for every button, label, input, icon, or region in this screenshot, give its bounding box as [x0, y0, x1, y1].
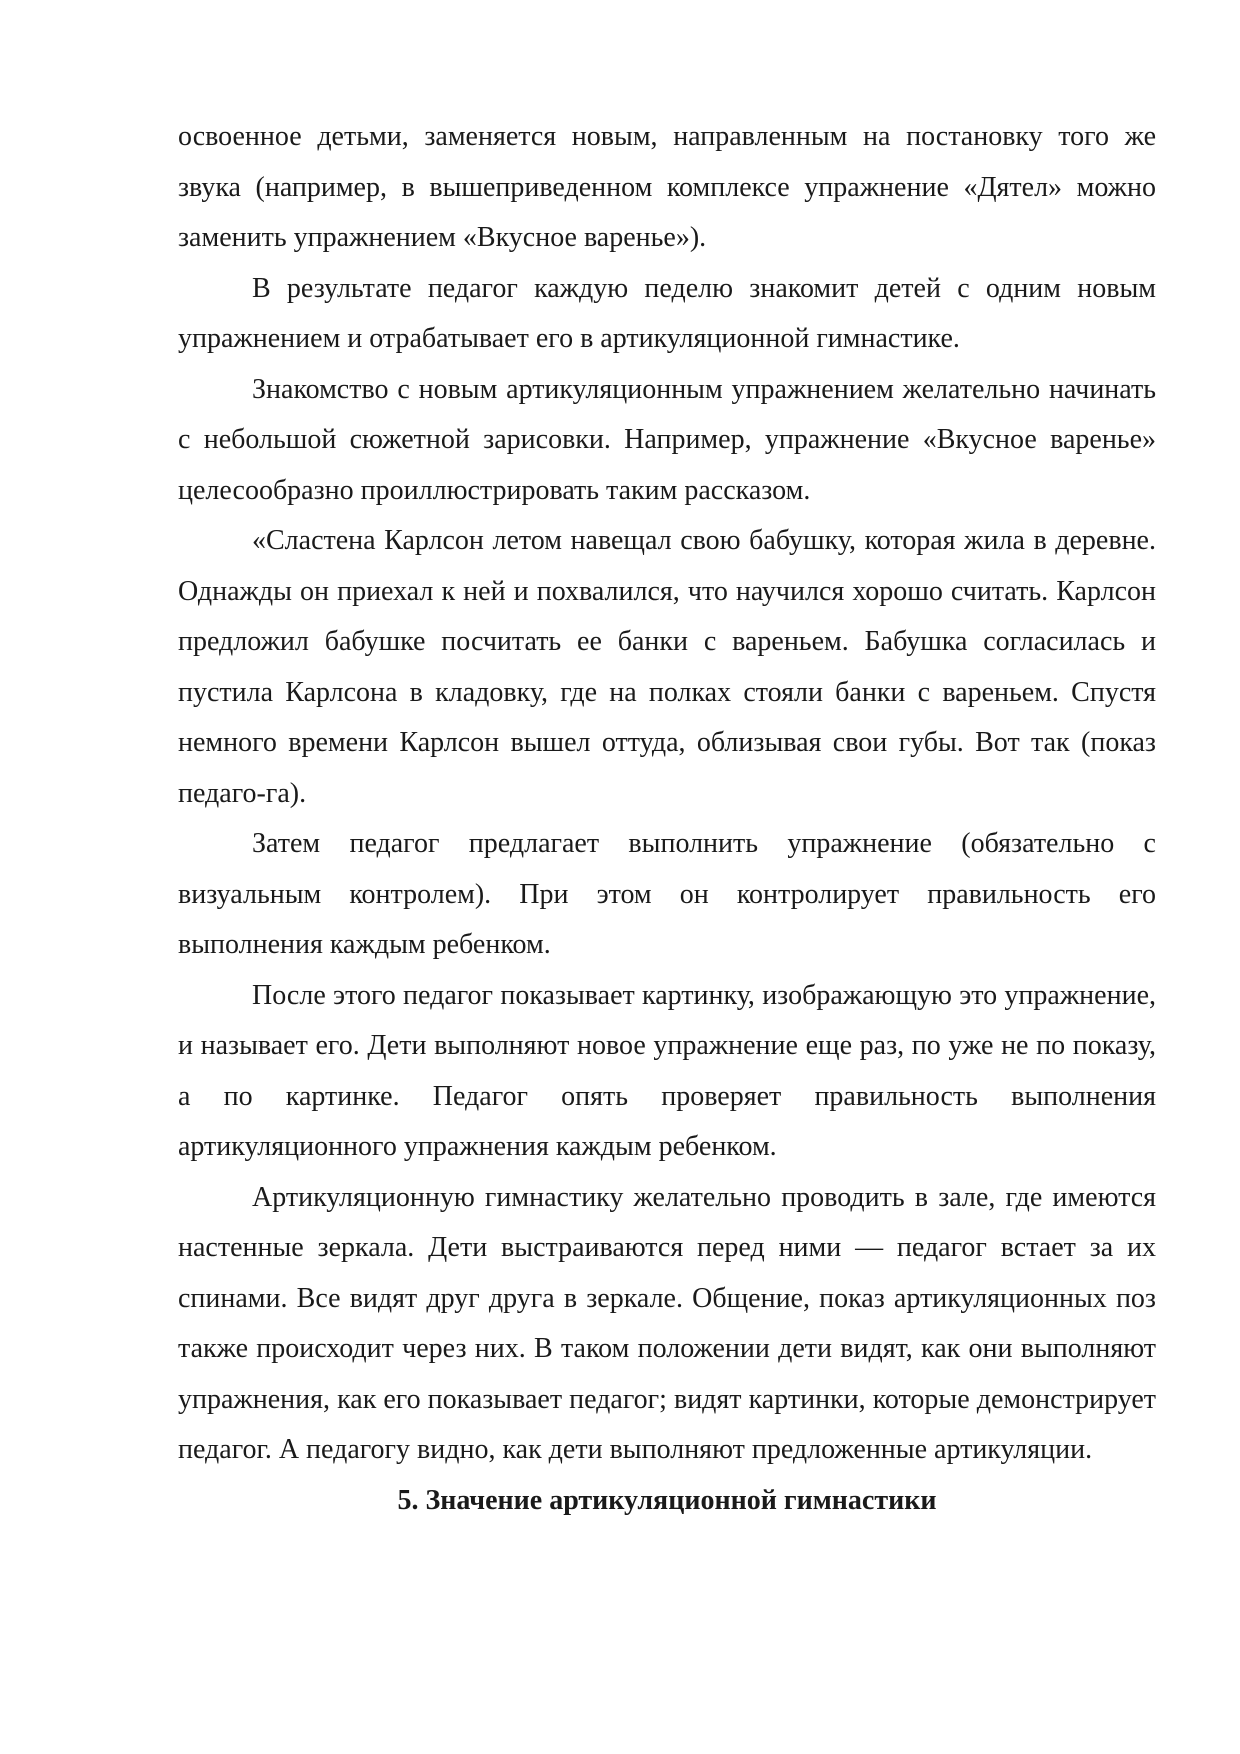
- paragraph: После этого педагог показывает картинку, изображающую это упражнение, и называет его. Дети выполняют новое упражнение еще раз, по уже не по показу, а по картинке. Педагог опять проверяет правильность выполнения артикуляционного упражнения каждым ребенком.: [178, 979, 1156, 1162]
- paragraph: Знакомство с новым артикуляционным упражнением желательно начинать с небольшой сюжетной зарисовки. Например, упражнение «Вкусное варенье» целесообразно проиллюстрировать таким рассказом.: [178, 373, 1156, 506]
- document-page: [178, 112, 1156, 1526]
- paragraph-continuation: освоенное детьми, заменяется новым, направленным на постановку того же звука (например, в вышеприведенном комплексе упражнение «Дятел» можно заменить упражнением «Вкусное варенье»).: [178, 121, 1156, 253]
- paragraph-story: «Сластена Карлсон летом навещал свою бабушку, которая жила в деревне. Однажды он приехал к ней и похвалился, что научился хорошо считать. Карлсон предложил бабушке посчитать ее банки с вареньем. Бабушка согласилась и пустила Карлсона в кладовку, где на полках стояли банки с вареньем. Спустя немного времени Карлсон вышел оттуда, облизывая свои губы. Вот так (показ педаго-га).: [178, 525, 1156, 809]
- section-heading: 5. Значение артикуляционной гимнастики: [397, 1484, 937, 1516]
- paragraph: В результате педагог каждую педелю знакомит детей с одним новым упражнением и отрабатывает его в артикуляционной гимнастике.: [178, 272, 1156, 354]
- paragraph: Артикуляционную гимнастику желательно проводить в зале, где имеются настенные зеркала. Дети выстраиваются перед ними — педагог встает за их спинами. Все видят друг друга в зеркале. Общение, показ артикуляционных поз также происходит через них. В таком положении дети видят, как они выполняют упражнения, как его показывает педагог; видят картинки, которые демонстрирует педагог. А педагогу видно, как дети выполняют предложенные артикуляции.: [178, 1181, 1156, 1465]
- paragraph: Затем педагог предлагает выполнить упражнение (обязательно с визуальным контролем). При этом он контролирует правильность его выполнения каждым ребенком.: [178, 828, 1156, 960]
